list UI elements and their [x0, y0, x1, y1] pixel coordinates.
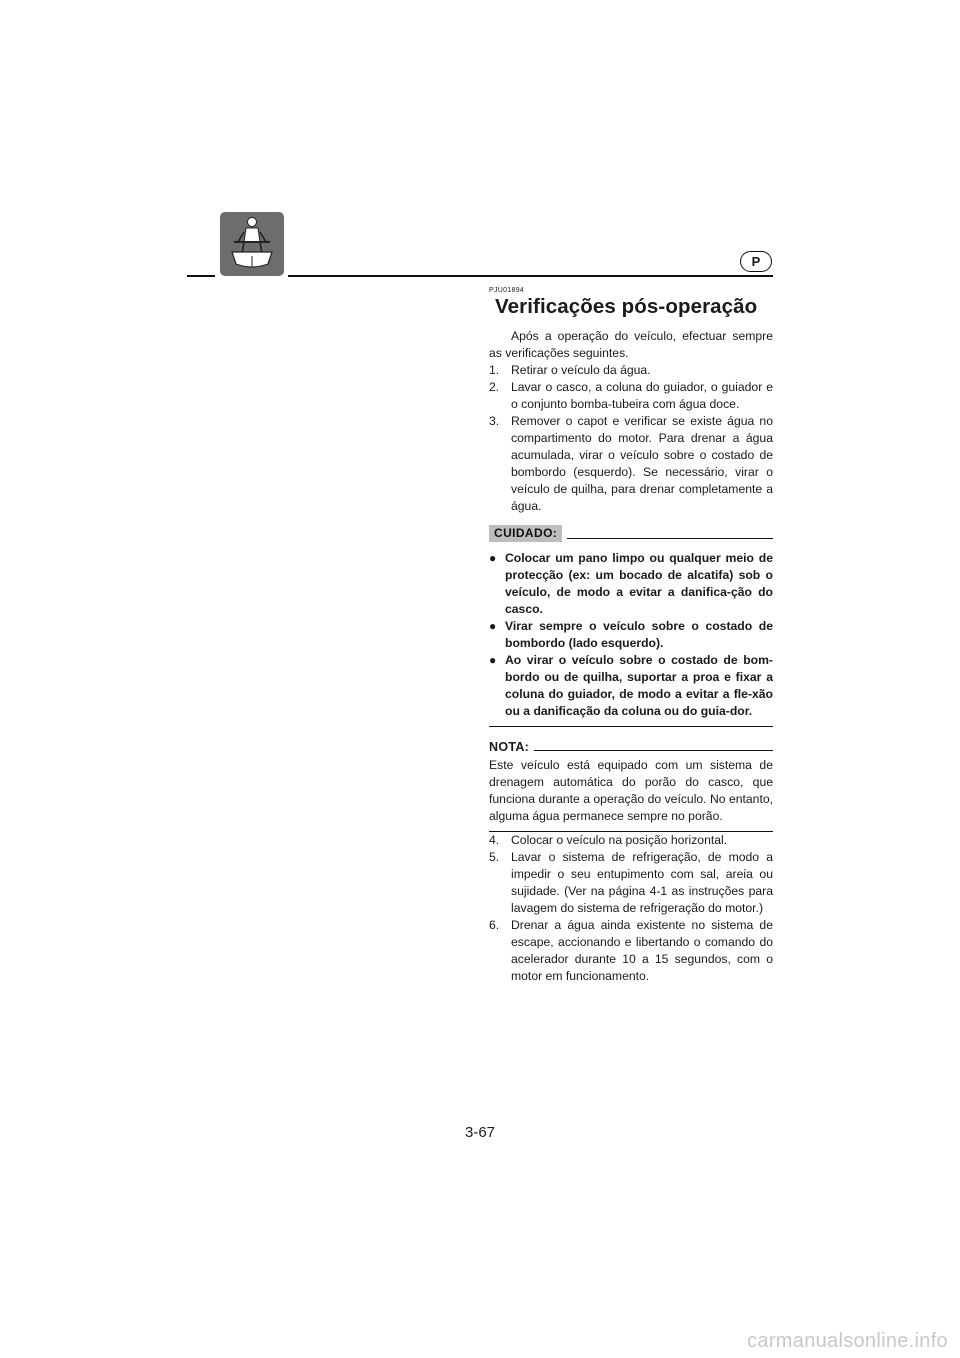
header-rule-left: [187, 275, 215, 277]
list-item: [489, 832, 773, 849]
list-item: [489, 652, 773, 720]
caution-rule: [567, 538, 773, 539]
caution-label: CUIDADO:: [489, 525, 562, 542]
rider-on-watercraft-icon: [220, 212, 284, 276]
caution-text: Ao virar o veículo sobre o costado de bom-bordo ou de quilha, suportar a proa e fixar a coluna do guiador, de modo a evitar a fle-xão ou a danificação da coluna ou do guia-dor.: [505, 653, 773, 718]
step-text: Colocar o veículo na posição horizontal.: [511, 833, 728, 847]
bullet-icon: ●: [489, 551, 497, 565]
note-label: NOTA:: [489, 740, 530, 754]
list-item: [489, 550, 773, 618]
step-text: Remover o capot e verificar se existe água no compartimento do motor. Para drenar a água acumulada, virar o veículo sobre o costado de bombordo (esquerdo). Se necessário, virar o veículo de quilha, para drenar completamente a água.: [511, 414, 773, 513]
step-text: Retirar o veículo da água.: [511, 363, 651, 377]
list-item: [489, 849, 773, 917]
step-number: 6.: [489, 918, 500, 932]
caution-list: [489, 550, 773, 720]
step-text: Lavar o sistema de refrigeração, de modo a impedir o seu entupimento com sal, areia ou sujidade. (Ver na página 4-1 as instruções para lavagem do sistema de refrigeração do motor.): [511, 850, 773, 915]
note-text: Este veículo está equipado com um sistema de drenagem automática do porão do casco, que funciona durante a operação do veículo. No entanto, alguma água permanece sempre no porão.: [489, 758, 773, 823]
steps-list: [489, 362, 773, 515]
bullet-icon: ●: [489, 619, 497, 633]
page-number: 3-67: [464, 1124, 496, 1141]
list-item: [489, 917, 773, 985]
step-number: 5.: [489, 850, 500, 864]
step-text: Lavar o casco, a coluna do guiador, o guiador e o conjunto bomba-tubeira com água doce.: [511, 380, 773, 411]
list-item: [489, 379, 773, 413]
step-number: 1.: [489, 363, 500, 377]
note-rule: [534, 750, 773, 751]
list-item: [489, 362, 773, 379]
header-rule-right: [288, 275, 773, 277]
step-number: 4.: [489, 833, 500, 847]
caution-text: Virar sempre o veículo sobre o costado de bombordo (lado esquerdo).: [505, 619, 773, 650]
list-item: [489, 413, 773, 515]
reference-code: PJU01894: [489, 287, 525, 294]
page-title: Verificações pós-operação: [495, 295, 758, 318]
caution-header: [489, 525, 773, 542]
step-text: Drenar a água ainda existente no sistema de escape, accionando e libertando o comando do acelerador durante 10 a 15 segundos, com o motor em funcionamento.: [511, 918, 773, 983]
steps-list-continued: [489, 832, 773, 985]
caution-end-rule: [489, 726, 773, 727]
intro-paragraph: Após a operação do veículo, efectuar sempre as verificações seguintes.: [489, 329, 773, 360]
watermark: carmanualsonline.info: [747, 1330, 948, 1352]
bullet-icon: ●: [489, 653, 497, 667]
content-column: [489, 287, 773, 985]
caution-text: Colocar um pano limpo ou qualquer meio de protecção (ex: um bocado de alcatifa) sob o veículo, de modo a evitar a danifica-ção do casco.: [505, 551, 773, 616]
language-badge: P: [740, 251, 772, 272]
note-header: [489, 740, 773, 754]
list-item: [489, 618, 773, 652]
step-number: 2.: [489, 380, 500, 394]
step-number: 3.: [489, 414, 500, 428]
